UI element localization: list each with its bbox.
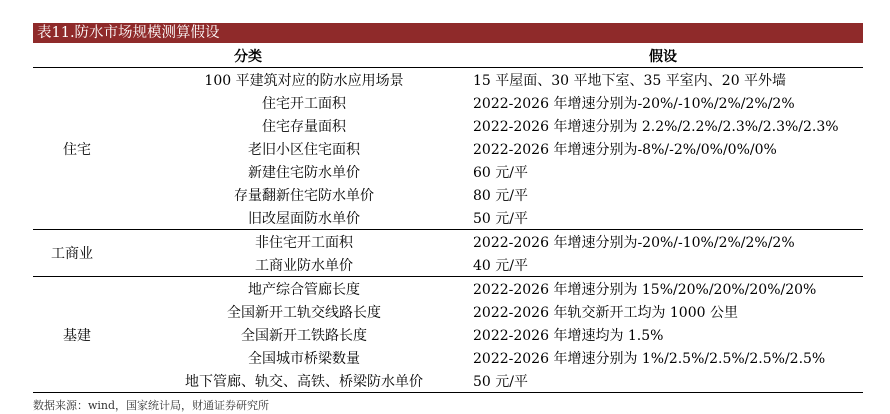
group-commercial (33, 230, 863, 277)
table-title: 表11.防水市场规模测算假设 (33, 23, 863, 43)
value-cell: 2022-2026 年增速分别为 2.2%/2.2%/2.3%/2.3%/2.3% (473, 118, 839, 135)
table-row (33, 68, 863, 92)
value-cell: 2022-2026 年增速分别为-20%/-10%/2%/2%/2% (473, 95, 795, 112)
item-cell: 100 平建筑对应的防水应用场景 (204, 72, 404, 89)
source-note: 数据来源：wind，国家统计局，财通证券研究所 (33, 399, 270, 412)
table-row (33, 160, 863, 183)
item-cell: 工商业防水单价 (255, 257, 353, 274)
item-cell: 全国新开工铁路长度 (241, 327, 367, 344)
item-cell: 地产综合管廊长度 (248, 281, 360, 298)
value-cell: 2022-2026 年增速均为 1.5% (473, 327, 664, 344)
table-row (33, 277, 863, 301)
table-header (33, 44, 863, 68)
category-cell: 工商业 (51, 246, 93, 262)
value-cell: 50 元/平 (473, 373, 528, 390)
item-cell: 非住宅开工面积 (255, 234, 353, 251)
header-assumption: 假设 (649, 48, 677, 65)
item-cell: 存量翻新住宅防水单价 (234, 187, 374, 204)
table-row (33, 346, 863, 369)
value-cell: 2022-2026 年增速分别为-20%/-10%/2%/2%/2% (473, 234, 795, 251)
item-cell: 老旧小区住宅面积 (248, 141, 360, 158)
item-cell: 旧改屋面防水单价 (248, 210, 360, 227)
value-cell: 80 元/平 (473, 187, 528, 204)
table-row (33, 230, 863, 254)
value-cell: 50 元/平 (473, 210, 528, 227)
value-cell: 2022-2026 年增速分别为 1%/2.5%/2.5%/2.5%/2.5% (473, 350, 826, 367)
table-row (33, 114, 863, 137)
table-row (33, 137, 863, 160)
group-residential (33, 68, 863, 230)
table-row (33, 300, 863, 323)
value-cell: 2022-2026 年增速分别为 15%/20%/20%/20%/20% (473, 281, 817, 298)
category-cell: 住宅 (63, 141, 91, 158)
category-cell: 基建 (63, 327, 91, 344)
value-cell: 2022-2026 年增速分别为-8%/-2%/0%/0%/0% (473, 141, 777, 158)
group-infrastructure (33, 277, 863, 393)
table-row (33, 91, 863, 114)
value-cell: 2022-2026 年轨交新开工均为 1000 公里 (473, 304, 738, 321)
value-cell: 15 平屋面、30 平地下室、35 平室内、20 平外墙 (473, 72, 787, 89)
item-cell: 地下管廊、轨交、高铁、桥梁防水单价 (185, 373, 423, 390)
table-row (33, 206, 863, 230)
item-cell: 新建住宅防水单价 (248, 164, 360, 181)
item-cell: 住宅存量面积 (262, 118, 346, 135)
item-cell: 住宅开工面积 (262, 95, 346, 112)
item-cell: 全国新开工轨交线路长度 (227, 304, 381, 321)
item-cell: 全国城市桥梁数量 (248, 350, 360, 367)
assumption-table (33, 44, 863, 393)
value-cell: 40 元/平 (473, 257, 528, 274)
table-row (33, 323, 863, 346)
header-category: 分类 (234, 48, 262, 65)
table-row (33, 253, 863, 277)
value-cell: 60 元/平 (473, 164, 528, 181)
table-row (33, 183, 863, 206)
table-row (33, 369, 863, 393)
